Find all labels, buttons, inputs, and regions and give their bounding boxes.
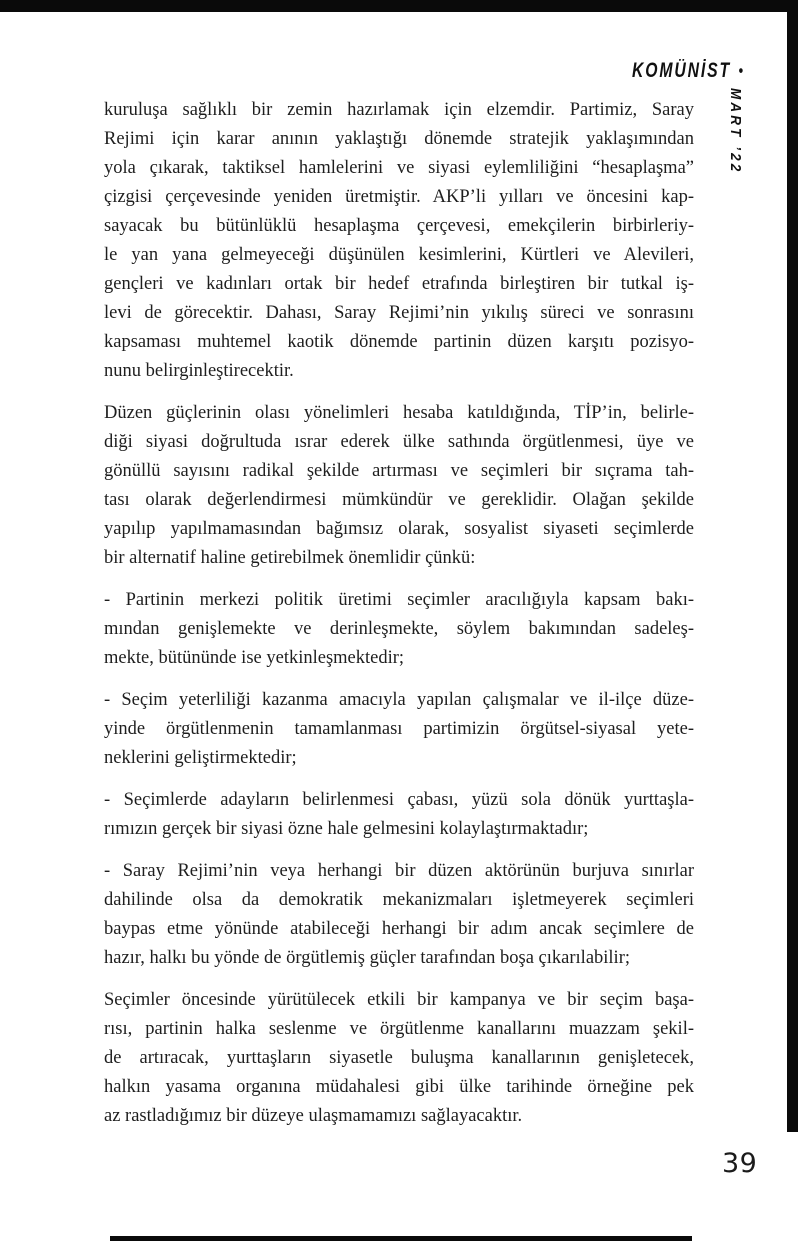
text-line: yinde örgütlenmenin tamamlanması partimizin örgütsel-siyasal yete- — [104, 719, 694, 739]
paragraph — [104, 986, 694, 1131]
text-line: tası olarak değerlendirmesi mümkündür ve gereklidir. Olağan şekilde — [104, 490, 694, 510]
text-line: az rastladığımız bir düzeye ulaşmamamızı sağlayacaktır. — [104, 1106, 523, 1126]
text-line: yapılıp yapılmamasından bağımsız olarak, sosyalist siyaseti seçimlerde — [104, 519, 694, 539]
text-line: - Partinin merkezi politik üretimi seçimler aracılığıyla kapsam bakı- — [104, 590, 694, 610]
text-line: de artıracak, yurttaşların siyasetle buluşma kanallarının genişletecek, — [104, 1048, 694, 1068]
text-line: çizgisi çerçevesinde yeniden üretmiştir. AKP’li yılları ve öncesini kap- — [104, 187, 694, 207]
text-line: - Seçimlerde adayların belirlenmesi çabası, yüzü sola dönük yurttaşla- — [104, 790, 694, 810]
masthead-bullet-icon: • — [738, 61, 743, 80]
page-number: 39 — [722, 1148, 758, 1179]
paragraph — [104, 786, 694, 844]
text-line: Düzen güçlerinin olası yönelimleri hesaba katıldığında, TİP’in, belirle- — [104, 403, 694, 423]
body-text — [104, 96, 694, 1144]
text-line: rısı, partinin halka seslenme ve örgütlenme kanallarını muazzam şekil- — [104, 1019, 694, 1039]
text-line: gençleri ve kadınları ortak bir hedef etrafında birleştiren bir tutkal iş- — [104, 274, 694, 294]
text-line: baypas etme yönünde atabileceği herhangi bir adım ancak seçimlere de — [104, 919, 694, 939]
text-line: mekte, bütününde ise yetkinleşmektedir; — [104, 648, 405, 668]
paragraph — [104, 686, 694, 773]
paragraph — [104, 586, 694, 673]
text-line: bir alternatif haline getirebilmek önemlidir çünkü: — [104, 548, 476, 568]
magazine-title: KOMÜNİST — [632, 59, 732, 82]
text-line: rımızın gerçek bir siyasi özne hale gelmesini kolaylaştırmaktadır; — [104, 819, 589, 839]
text-line: levi de görecektir. Dahası, Saray Rejimi’nin yıkılış süreci ve sonrasını — [104, 303, 694, 323]
text-line: Seçimler öncesinde yürütülecek etkili bir kampanya ve bir seçim başa- — [104, 990, 694, 1010]
text-line: dahilinde olsa da demokratik mekanizmaları işletmeyerek seçimleri — [104, 890, 694, 910]
text-line: - Seçim yeterliliği kazanma amacıyla yapılan çalışmalar ve il-ilçe düze- — [104, 690, 694, 710]
page-edge-right-bar — [787, 0, 798, 1132]
text-line: hazır, halkı bu yönde de örgütlemiş güçler tarafından boşa çıkarılabilir; — [104, 948, 630, 968]
text-line: nunu belirginleştirecektir. — [104, 361, 294, 381]
text-line: diği siyasi doğrultuda ısrar ederek ülke sathında örgütlenmesi, üye ve — [104, 432, 694, 452]
issue-date-vertical: MART ’22 — [727, 88, 744, 175]
text-line: neklerini geliştirmektedir; — [104, 748, 297, 768]
page-edge-top-bar — [0, 0, 798, 12]
text-line: kapsaması muhtemel kaotik dönemde partinin düzen karşıtı pozisyo- — [104, 332, 694, 352]
text-line: yola çıkarak, taktiksel hamlelerini ve siyasi eylemliliğini “hesaplaşma” — [104, 158, 694, 178]
text-line: kuruluşa sağlıklı bir zemin hazırlamak için elzemdir. Partimiz, Saray — [104, 100, 694, 120]
text-line: sayacak bu bütünlüklü hesaplaşma çerçevesi, emekçilerin birbirleriy- — [104, 216, 694, 236]
text-line: - Saray Rejimi’nin veya herhangi bir düzen aktörünün burjuva sınırlar — [104, 861, 694, 881]
text-line: le yan yana gelmeyeceği düşünülen kesimlerini, Kürtleri ve Alevileri, — [104, 245, 694, 265]
paragraph — [104, 399, 694, 573]
text-line: Rejimi için karar anının yaklaştığı dönemde stratejik yaklaşımından — [104, 129, 694, 149]
text-line: gönüllü sayısını radikal şekilde artırması ve seçimleri bir sıçrama tah- — [104, 461, 694, 481]
masthead — [632, 59, 743, 83]
text-line: mından genişlemekte ve derinleşmekte, söylem bakımından sadeleş- — [104, 619, 694, 639]
paragraph — [104, 96, 694, 386]
page-edge-bottom-bar — [110, 1236, 692, 1241]
paragraph — [104, 857, 694, 973]
text-line: halkın yasama organına müdahalesi gibi ülke tarihinde örneğine pek — [104, 1077, 694, 1097]
